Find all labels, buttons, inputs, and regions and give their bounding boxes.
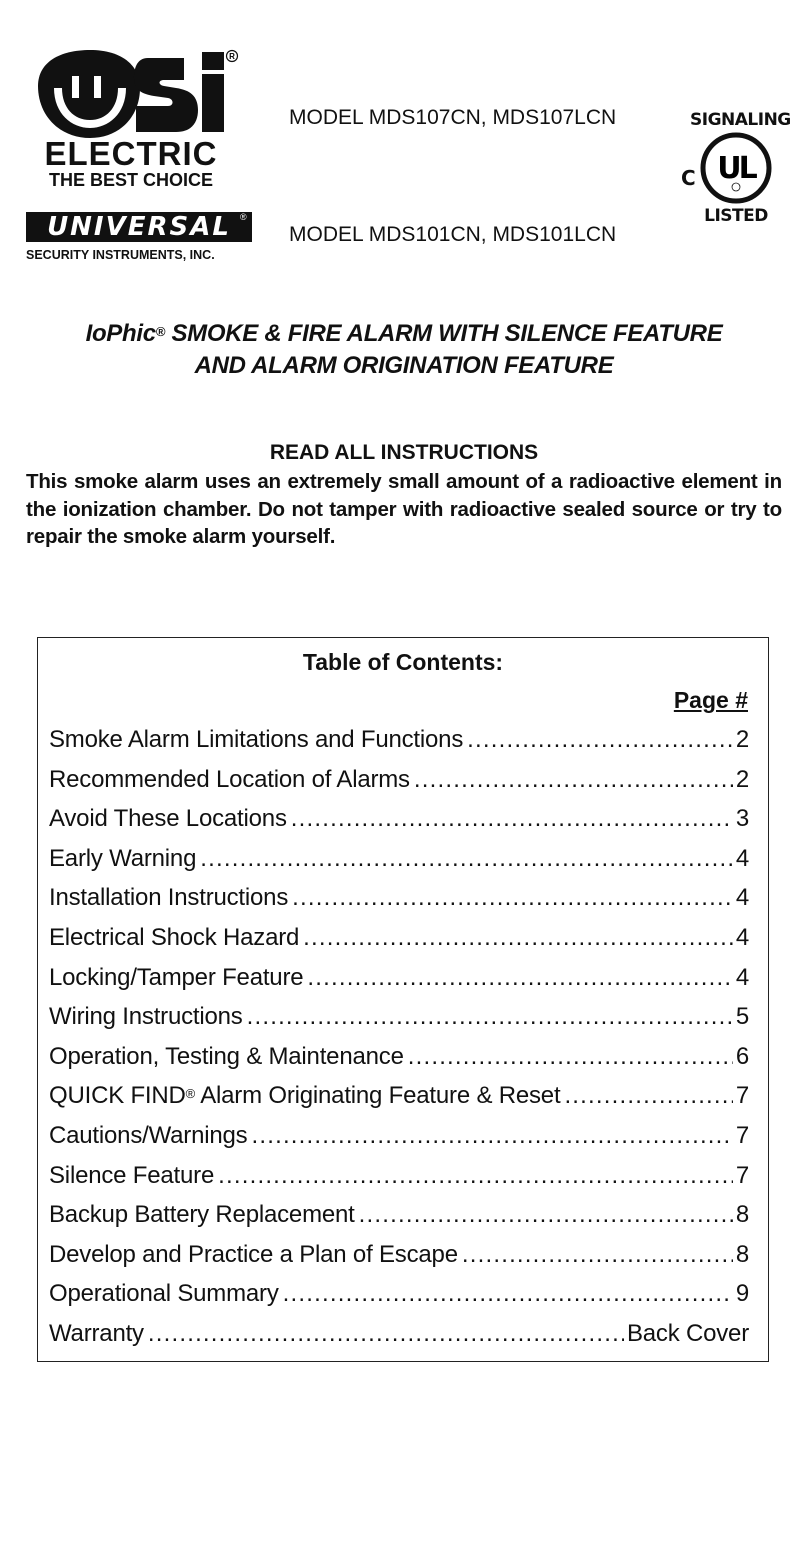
toc-entry-label-text: Electrical Shock Hazard [49, 923, 300, 951]
toc-entry-label [49, 1199, 359, 1231]
toc-entry-registered: ® [185, 1086, 196, 1102]
toc-entry-page: 9 [735, 1280, 749, 1308]
toc-entry-page: 4 [735, 963, 749, 991]
toc-entry-label-text: Early Warning [49, 844, 197, 872]
toc-entry-label-text: QUICK FIND [49, 1082, 186, 1110]
toc-leader-dots [467, 724, 733, 756]
toc-entry-page: 4 [735, 844, 749, 872]
toc-entry [49, 764, 749, 804]
toc-leader-dots [200, 843, 733, 875]
toc-entry-label-text: Locking/Tamper Feature [49, 963, 304, 991]
product-title [20, 318, 788, 382]
toc-entry-label-text: Smoke Alarm Limitations and Functions [49, 726, 464, 753]
toc-entry [49, 843, 749, 883]
toc-leader-dots [292, 882, 733, 914]
toc-entry-label-text: Recommended Location of Alarms [49, 765, 410, 793]
table-of-contents [37, 637, 769, 1362]
toc-leader-dots [408, 1041, 733, 1073]
toc-entry-page: 4 [735, 884, 749, 912]
toc-entry-label [49, 803, 291, 835]
title-line-1-rest: SMOKE & FIRE ALARM WITH SILENCE FEATURE [165, 320, 723, 347]
toc-entry-label-text: Installation Instructions [49, 884, 289, 912]
toc-entry-label [49, 1001, 247, 1033]
toc-entry-page: 2 [735, 726, 749, 753]
toc-entry-label-text: Backup Battery Replacement [49, 1201, 355, 1229]
toc-leader-dots [291, 803, 733, 835]
toc-entry [49, 962, 749, 1002]
toc-entry-label [49, 1318, 148, 1350]
toc-entry [49, 1278, 749, 1318]
ul-listed-label: LISTED [704, 206, 768, 226]
toc-entry-label-text: Silence Feature [49, 1161, 215, 1189]
toc-entry-label [49, 724, 467, 756]
toc-entry-label [49, 1160, 218, 1192]
toc-leader-dots [218, 1160, 733, 1192]
toc-entry-label-text: Avoid These Locations [49, 805, 287, 833]
toc-entry-label [49, 962, 307, 994]
toc-entry [49, 1041, 749, 1081]
model-line-1: MODEL MDS107CN, MDS107LCN [289, 106, 617, 129]
toc-entry [49, 803, 749, 843]
registered-mark: ® [240, 212, 247, 222]
brand-tagline: THE BEST CHOICE [48, 170, 213, 190]
toc-entry-label [49, 764, 414, 796]
notice-heading: READ ALL INSTRUCTIONS [269, 441, 539, 464]
toc-leader-dots [462, 1239, 733, 1271]
toc-entry [49, 1120, 749, 1160]
toc-entry-label-text: Wiring Instructions [49, 1003, 243, 1031]
universal-subtitle: SECURITY INSTRUMENTS, INC. [26, 248, 215, 262]
toc-entry-label-rest: Alarm Originating Feature & Reset [195, 1082, 561, 1110]
toc-list [49, 724, 749, 1358]
toc-entry-label [49, 1278, 283, 1310]
toc-entry-page: 4 [735, 923, 749, 951]
toc-page-heading: Page # [673, 687, 748, 713]
toc-entry [49, 882, 749, 922]
toc-heading: Table of Contents: [302, 649, 504, 675]
ul-c-label: C [681, 166, 696, 190]
toc-entry [49, 1318, 749, 1358]
toc-entry-page: 7 [735, 1082, 749, 1110]
toc-leader-dots [283, 1278, 733, 1310]
toc-leader-dots [564, 1080, 732, 1112]
wsi-logo [34, 48, 240, 148]
title-line-1 [20, 318, 788, 350]
toc-leader-dots [359, 1199, 733, 1231]
toc-entry-label [49, 922, 303, 954]
toc-entry-label [49, 843, 200, 875]
toc-entry-page: 8 [735, 1201, 749, 1229]
toc-leader-dots [307, 962, 732, 994]
svg-text:R: R [229, 52, 235, 61]
toc-entry [49, 1001, 749, 1041]
toc-entry-label-text: Cautions/Warnings [49, 1121, 248, 1149]
toc-entry-page: 6 [735, 1042, 749, 1070]
toc-entry-page: Back Cover [626, 1319, 749, 1347]
model-line-2: MODEL MDS101CN, MDS101LCN [289, 223, 617, 246]
title-registered: ® [155, 324, 166, 339]
toc-entry-label-text: Develop and Practice a Plan of Escape [49, 1240, 458, 1268]
toc-entry-page: 8 [735, 1240, 749, 1268]
brand-electric: ELECTRIC [44, 135, 218, 172]
toc-entry [49, 922, 749, 962]
ul-mark-text: UL [717, 151, 755, 186]
toc-entry-label-text: Operational Summary [49, 1280, 279, 1308]
toc-leader-dots [247, 1001, 733, 1033]
toc-entry-page: 3 [735, 805, 749, 833]
toc-leader-dots [148, 1318, 624, 1350]
toc-entry-label [49, 1041, 408, 1073]
toc-entry-page: 2 [735, 765, 749, 793]
toc-entry [49, 1199, 749, 1239]
toc-entry [49, 724, 749, 764]
title-brand: IoPhic [85, 320, 156, 347]
toc-leader-dots [303, 922, 733, 954]
ul-listed-icon [700, 132, 772, 204]
toc-entry-label-text: Operation, Testing & Maintenance [49, 1042, 404, 1070]
toc-entry-page: 5 [735, 1003, 749, 1031]
universal-logo: UNIVERSAL [26, 212, 252, 242]
ul-signaling-label: SIGNALING [690, 110, 791, 130]
toc-entry-label-text: Warranty [49, 1319, 144, 1347]
toc-entry [49, 1080, 749, 1120]
title-line-2: AND ALARM ORIGINATION FEATURE [194, 352, 614, 379]
toc-entry-page: 7 [735, 1121, 749, 1149]
toc-entry-label [49, 1239, 462, 1271]
toc-entry [49, 1239, 749, 1279]
toc-entry-label [49, 1080, 564, 1112]
toc-entry-label [49, 882, 292, 914]
toc-entry [49, 1160, 749, 1200]
toc-entry-page: 7 [735, 1161, 749, 1189]
toc-leader-dots [414, 764, 733, 796]
toc-entry-label [49, 1120, 251, 1152]
toc-leader-dots [251, 1120, 732, 1152]
notice-body: This smoke alarm uses an extremely small amount of a radioactive element in the ionization chamber. Do not tamper with radioactive sealed source or try to repair the smoke alarm yourself. [26, 470, 782, 548]
